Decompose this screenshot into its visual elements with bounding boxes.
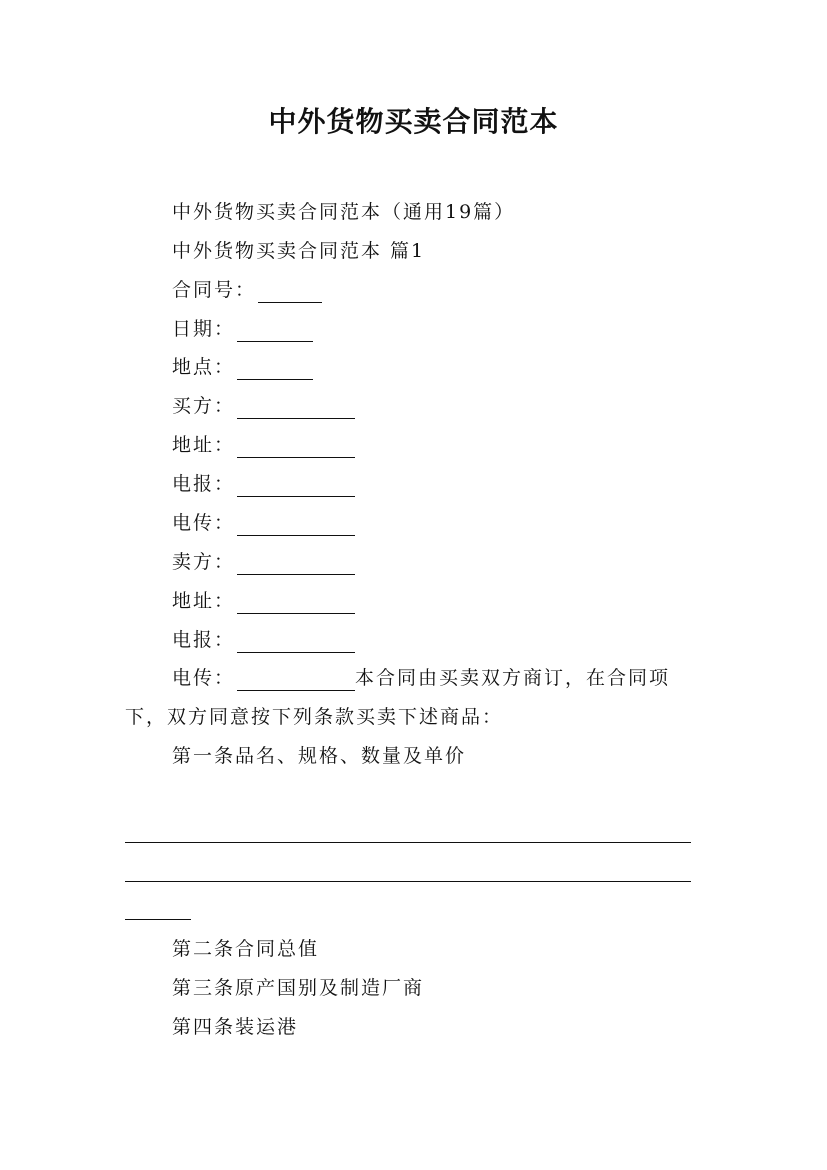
fill-rule (125, 881, 691, 882)
field-seller-telex (172, 665, 670, 691)
field-label: 地址： (172, 590, 236, 612)
field-place (172, 354, 313, 380)
field-label: 合同号： (172, 279, 257, 301)
blank-line (237, 593, 355, 614)
field-date (172, 316, 313, 342)
intro-continuation: 下，双方同意按下列条款买卖下述商品： (125, 706, 504, 728)
blank-line (237, 476, 355, 497)
blank-line (237, 670, 355, 691)
document-subtitle: 中外货物买卖合同范本（通用19篇） (172, 201, 516, 223)
field-label: 买方： (172, 395, 236, 417)
field-label: 电报： (172, 473, 236, 495)
field-seller-address (172, 588, 355, 614)
field-label: 电传： (172, 667, 236, 689)
blank-line (258, 282, 322, 303)
field-seller-telegram (172, 627, 355, 653)
field-buyer (172, 393, 355, 419)
field-label: 电传： (172, 512, 236, 534)
blank-line (237, 321, 313, 342)
blank-line (237, 515, 355, 536)
field-buyer-telegram (172, 471, 355, 497)
clause-2: 第二条合同总值 (172, 938, 320, 960)
blank-line (237, 359, 313, 380)
field-contract-number (172, 277, 322, 303)
field-seller (172, 549, 355, 575)
field-label: 日期： (172, 318, 236, 340)
field-label: 地点： (172, 356, 236, 378)
field-buyer-address (172, 432, 355, 458)
clause-4: 第四条装运港 (172, 1016, 299, 1038)
intro-text: 本合同由买卖双方商订，在合同项 (355, 667, 671, 689)
field-label: 电报： (172, 629, 236, 651)
fill-rule (125, 842, 691, 843)
field-label: 卖方： (172, 551, 236, 573)
fill-rule (125, 919, 191, 920)
clause-1: 第一条品名、规格、数量及单价 (172, 745, 467, 767)
field-buyer-telex (172, 510, 355, 536)
document-title: 中外货物买卖合同范本 (268, 105, 559, 138)
blank-line (237, 632, 355, 653)
field-label: 地址： (172, 434, 236, 456)
blank-line (237, 437, 355, 458)
blank-line (237, 554, 355, 575)
section-heading: 中外货物买卖合同范本 篇1 (172, 240, 426, 262)
blank-line (237, 398, 355, 419)
clause-3: 第三条原产国别及制造厂商 (172, 977, 425, 999)
